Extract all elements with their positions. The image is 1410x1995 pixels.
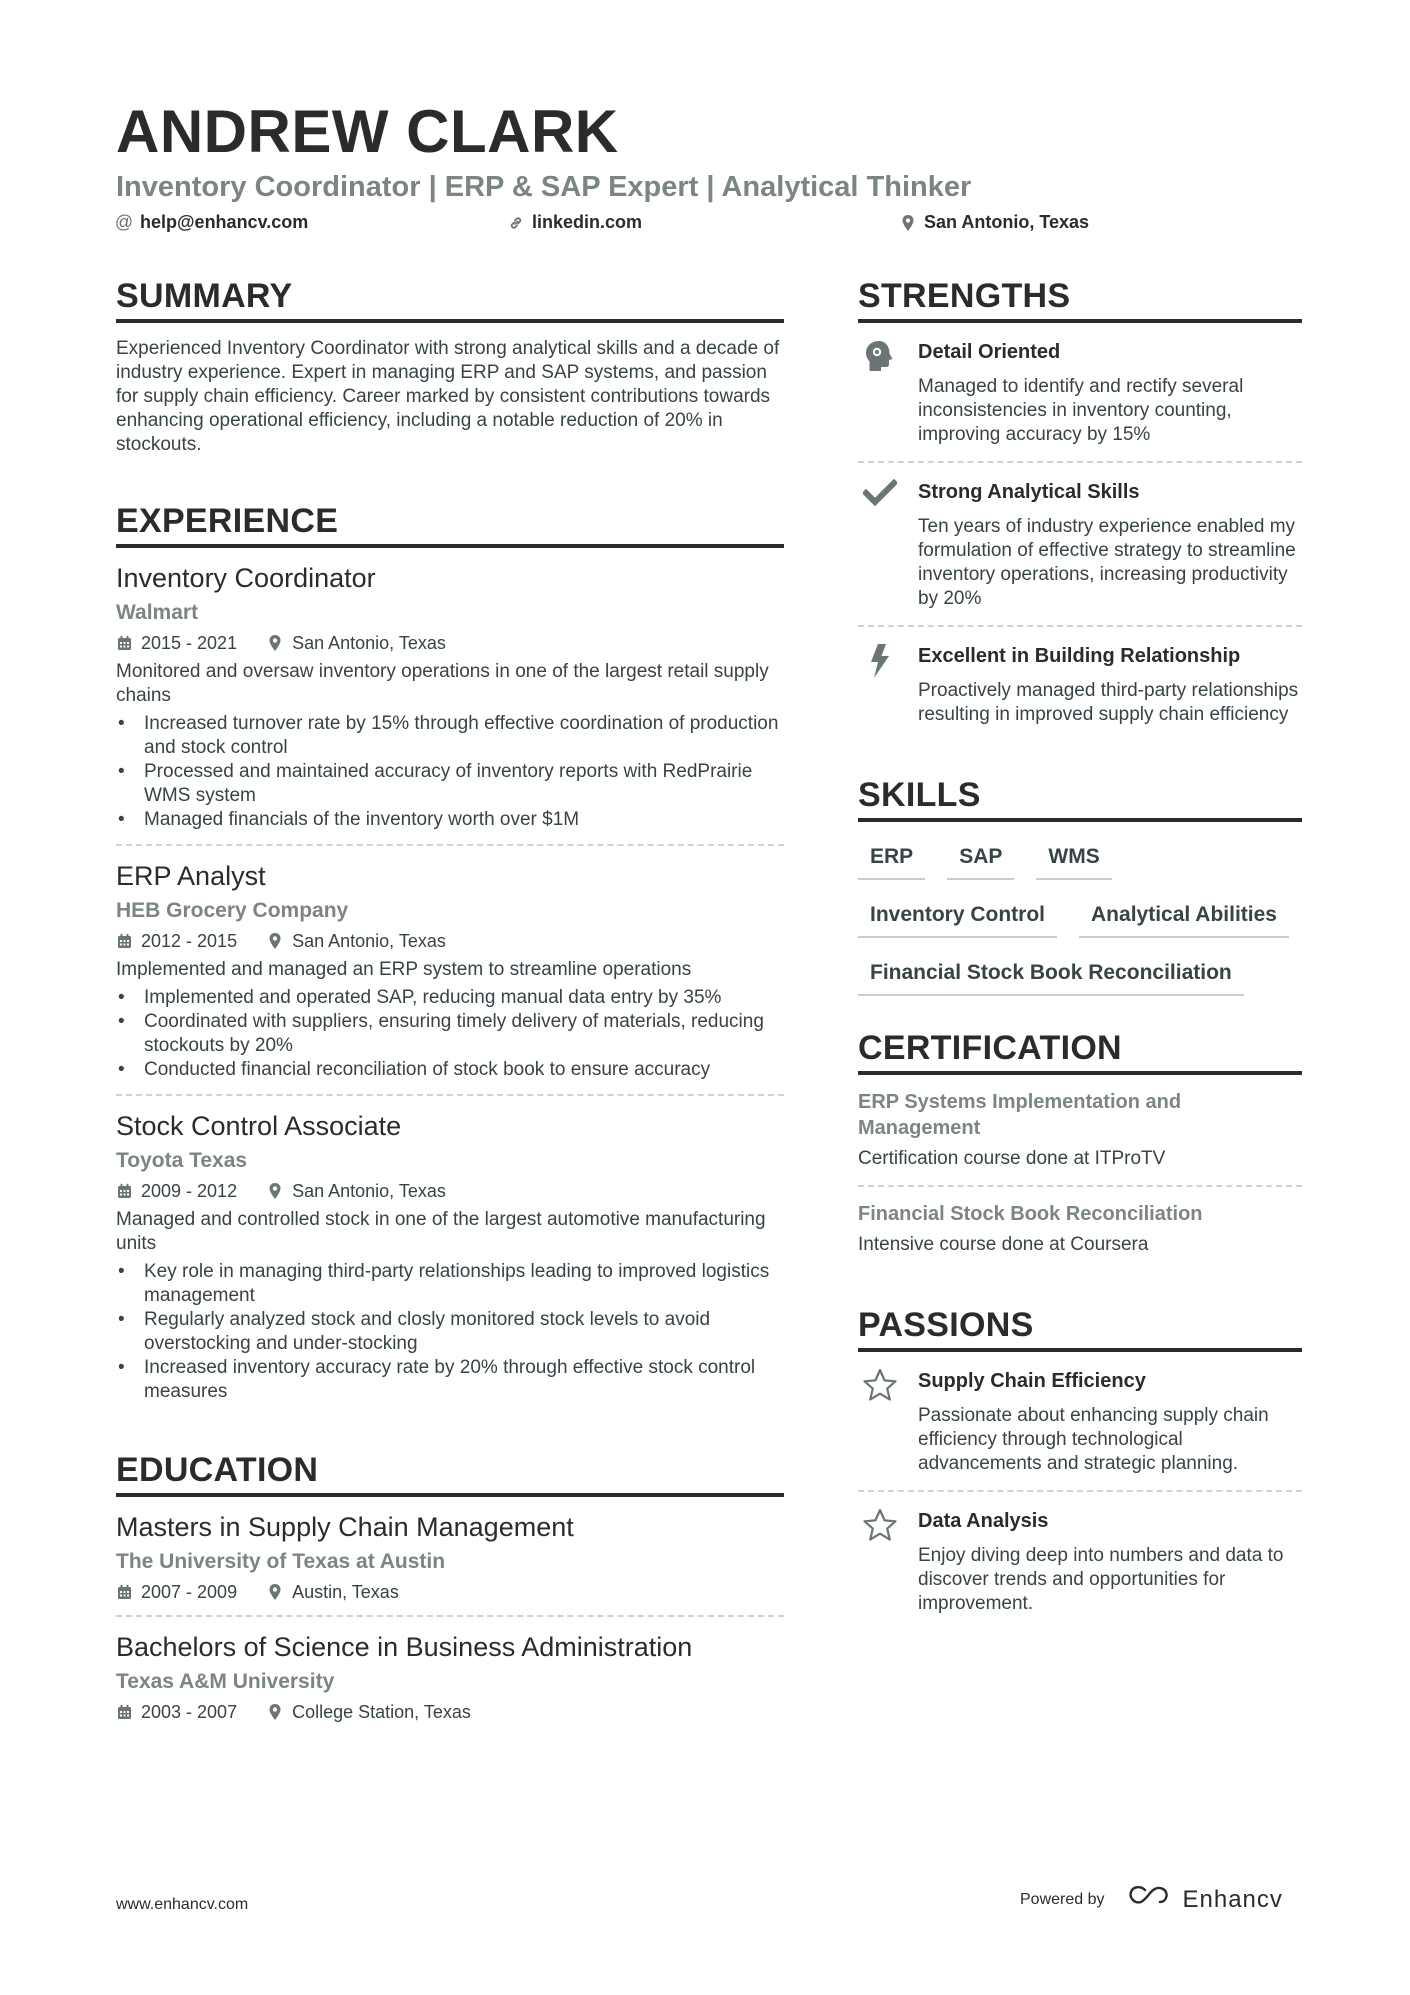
- date-range: [116, 1581, 237, 1603]
- date-range: [116, 1180, 237, 1202]
- strengths-item-title: Strong Analytical Skills: [918, 481, 1140, 503]
- date-range: [116, 930, 237, 952]
- date-location-row: [116, 1701, 784, 1723]
- certification-title: Financial Stock Book Reconciliation: [858, 1203, 1203, 1225]
- strengths-item: [858, 463, 1302, 627]
- certification-list: [858, 1075, 1302, 1271]
- certification-heading: CERTIFICATION: [858, 1028, 1302, 1075]
- job-title: ERP Analyst: [116, 861, 266, 891]
- skill-tag: Financial Stock Book Reconciliation: [858, 956, 1244, 996]
- experience-item: [116, 548, 784, 846]
- star-icon: [858, 1368, 902, 1476]
- passions-section: [858, 1305, 1302, 1630]
- location: [267, 1180, 446, 1202]
- skills-heading: SKILLS: [858, 775, 1302, 822]
- education-list: [116, 1497, 784, 1735]
- passions-heading: PASSIONS: [858, 1305, 1302, 1352]
- education-section: [116, 1450, 784, 1735]
- contact-linkedin[interactable]: [508, 212, 642, 233]
- experience-item: [116, 846, 784, 1096]
- company-name: Walmart: [116, 601, 199, 624]
- achievement-bullet: • Increased inventory accuracy rate by 20% through effective stock control measures: [116, 1356, 784, 1404]
- footer-website[interactable]: www.enhancv.com: [116, 1896, 249, 1913]
- school-name: Texas A&M University: [116, 1670, 335, 1693]
- candidate-headline: Inventory Coordinator | ERP & SAP Expert | Analytical Thinker: [116, 171, 972, 203]
- location-pin-icon: [900, 214, 916, 232]
- skill-row: [858, 898, 1302, 938]
- passions-item-body: [918, 1508, 1302, 1616]
- certification-title: ERP Systems Implementation and Management: [858, 1091, 1182, 1139]
- achievement-bullet: • Coordinated with suppliers, ensuring timely delivery of materials, reducing stockouts by 20%: [116, 1010, 784, 1058]
- strengths-heading: STRENGTHS: [858, 276, 1302, 323]
- linkedin-text: linkedin.com: [532, 212, 643, 232]
- location: [267, 632, 446, 654]
- experience-heading: EXPERIENCE: [116, 501, 784, 548]
- brand-logo[interactable]: [1127, 1884, 1283, 1915]
- date-location-row: [116, 632, 784, 654]
- strengths-item-body: [918, 643, 1302, 727]
- contact-bar: [116, 212, 1306, 238]
- resume-header: [116, 100, 1306, 238]
- strengths-item: [858, 627, 1302, 741]
- strengths-item-description: Proactively managed third-party relationships resulting in improved supply chain efficiency: [918, 680, 1299, 725]
- strengths-item-title: Detail Oriented: [918, 341, 1061, 363]
- powered-by-text: Powered by: [1020, 1890, 1105, 1908]
- location-pin-icon: [267, 1583, 283, 1601]
- location-text: San Antonio, Texas: [292, 633, 446, 653]
- date-range: [116, 632, 237, 654]
- degree-title: Masters in Supply Chain Management: [116, 1512, 574, 1542]
- star-icon: [858, 1508, 902, 1616]
- education-item: [116, 1497, 784, 1617]
- certification-description: Certification course done at ITProTV: [858, 1148, 1166, 1169]
- passions-item-body: [918, 1368, 1302, 1476]
- calendar-icon: [116, 1584, 132, 1600]
- location-text: College Station, Texas: [292, 1702, 471, 1722]
- location-pin-icon: [267, 634, 283, 652]
- achievement-bullet: • Managed financials of the inventory worth over $1M: [116, 808, 784, 832]
- education-heading: EDUCATION: [116, 1450, 784, 1497]
- date-text: 2003 - 2007: [141, 1702, 238, 1722]
- job-description: Implemented and managed an ERP system to streamline operations: [116, 959, 692, 980]
- email-text: help@enhancv.com: [140, 212, 309, 232]
- calendar-icon: [116, 635, 132, 651]
- job-description: Monitored and oversaw inventory operations in one of the largest retail supply chains: [116, 661, 769, 706]
- strengths-item-body: [918, 479, 1302, 611]
- experience-section: [116, 501, 784, 1416]
- passions-item: [858, 1352, 1302, 1492]
- footer-branding: [1020, 1884, 1283, 1915]
- enhancv-logo-icon: [1127, 1884, 1173, 1915]
- date-range: [116, 1701, 237, 1723]
- summary-heading: SUMMARY: [116, 276, 784, 323]
- date-location-row: [116, 930, 784, 952]
- calendar-icon: [116, 1183, 132, 1199]
- location-pin-icon: [267, 932, 283, 950]
- strengths-item-title: Excellent in Building Relationship: [918, 645, 1241, 667]
- achievement-list: [116, 1260, 784, 1404]
- achievement-bullet: • Processed and maintained accuracy of inventory reports with RedPrairie WMS system: [116, 760, 784, 808]
- strengths-section: [858, 276, 1302, 741]
- skill-tag: Inventory Control: [858, 898, 1057, 938]
- passions-item: [858, 1492, 1302, 1630]
- achievement-bullet: • Key role in managing third-party relationships leading to improved logistics management: [116, 1260, 784, 1308]
- skills-list: [858, 822, 1302, 996]
- date-location-row: [116, 1180, 784, 1202]
- skill-row: [858, 956, 1302, 996]
- skill-tag: SAP: [947, 840, 1014, 880]
- strengths-item-description: Managed to identify and rectify several inconsistencies in inventory counting, improving accuracy by 15%: [918, 376, 1244, 445]
- achievement-bullet: • Regularly analyzed stock and closly monitored stock levels to avoid overstocking and under-stocking: [116, 1308, 784, 1356]
- strengths-item-description: Ten years of industry experience enabled my formulation of effective strategy to streamline inventory operations, increasing productivity by 20%: [918, 516, 1296, 609]
- certification-item: [858, 1187, 1302, 1271]
- date-text: 2015 - 2021: [141, 633, 238, 653]
- skill-row: [858, 840, 1302, 880]
- achievement-list: [116, 712, 784, 832]
- strengths-item: [858, 323, 1302, 463]
- location-text: San Antonio, Texas: [924, 212, 1090, 232]
- experience-list: [116, 548, 784, 1416]
- summary-section: [116, 276, 784, 457]
- contact-email[interactable]: [116, 212, 308, 233]
- passions-item-description: Enjoy diving deep into numbers and data to discover trends and opportunities for improvement.: [918, 1545, 1284, 1614]
- experience-item: [116, 1096, 784, 1416]
- date-text: 2009 - 2012: [141, 1181, 238, 1201]
- date-text: 2007 - 2009: [141, 1582, 238, 1602]
- certification-section: [858, 1028, 1302, 1271]
- school-name: The University of Texas at Austin: [116, 1550, 446, 1573]
- skill-tag: Analytical Abilities: [1079, 898, 1289, 938]
- passions-item-description: Passionate about enhancing supply chain efficiency through technological advancements and strategic planning.: [918, 1405, 1269, 1474]
- head-icon: [858, 339, 902, 447]
- achievement-bullet: • Implemented and operated SAP, reducing manual data entry by 35%: [116, 986, 784, 1010]
- certification-description: Intensive course done at Coursera: [858, 1234, 1149, 1255]
- brand-name: Enhancv: [1182, 1885, 1283, 1913]
- date-text: 2012 - 2015: [141, 931, 238, 951]
- calendar-icon: [116, 1704, 132, 1720]
- location: [267, 930, 446, 952]
- left-column: [116, 276, 784, 1735]
- skill-tag: WMS: [1036, 840, 1111, 880]
- job-title: Inventory Coordinator: [116, 563, 376, 593]
- summary-text: Experienced Inventory Coordinator with strong analytical skills and a decade of industry experience. Expert in managing ERP and SAP systems, and passion for supply chain efficiency. Career marked by consistent contributions towards enhancing operational efficiency, including a notable reduction of 20% in stockouts.: [116, 338, 780, 455]
- location-text: San Antonio, Texas: [292, 931, 446, 951]
- location-text: Austin, Texas: [292, 1582, 399, 1602]
- certification-item: [858, 1075, 1302, 1187]
- achievement-bullet: • Increased turnover rate by 15% through effective coordination of production and stock control: [116, 712, 784, 760]
- strengths-list: [858, 323, 1302, 741]
- at-icon: @: [114, 212, 134, 232]
- date-location-row: [116, 1581, 784, 1603]
- calendar-icon: [116, 933, 132, 949]
- strengths-item-body: [918, 339, 1302, 447]
- right-column: [858, 276, 1302, 1630]
- education-item: [116, 1617, 784, 1735]
- job-title: Stock Control Associate: [116, 1111, 402, 1141]
- passions-list: [858, 1352, 1302, 1630]
- location: [267, 1701, 471, 1723]
- checkmark-icon: [858, 479, 902, 611]
- skill-tag: ERP: [858, 840, 925, 880]
- lightning-icon: [858, 643, 902, 727]
- passions-item-title: Supply Chain Efficiency: [918, 1370, 1146, 1392]
- achievement-list: [116, 986, 784, 1082]
- location: [267, 1581, 399, 1603]
- location-pin-icon: [267, 1182, 283, 1200]
- degree-title: Bachelors of Science in Business Administration: [116, 1632, 693, 1662]
- contact-location: [900, 212, 1089, 233]
- company-name: HEB Grocery Company: [116, 899, 349, 922]
- location-text: San Antonio, Texas: [292, 1181, 446, 1201]
- achievement-bullet: • Conducted financial reconciliation of stock book to ensure accuracy: [116, 1058, 784, 1082]
- company-name: Toyota Texas: [116, 1149, 248, 1172]
- link-icon: [508, 215, 524, 231]
- location-pin-icon: [267, 1703, 283, 1721]
- passions-item-title: Data Analysis: [918, 1510, 1049, 1532]
- job-description: Managed and controlled stock in one of the largest automotive manufacturing units: [116, 1209, 766, 1254]
- candidate-name: ANDREW CLARK: [116, 98, 619, 165]
- skills-section: [858, 775, 1302, 996]
